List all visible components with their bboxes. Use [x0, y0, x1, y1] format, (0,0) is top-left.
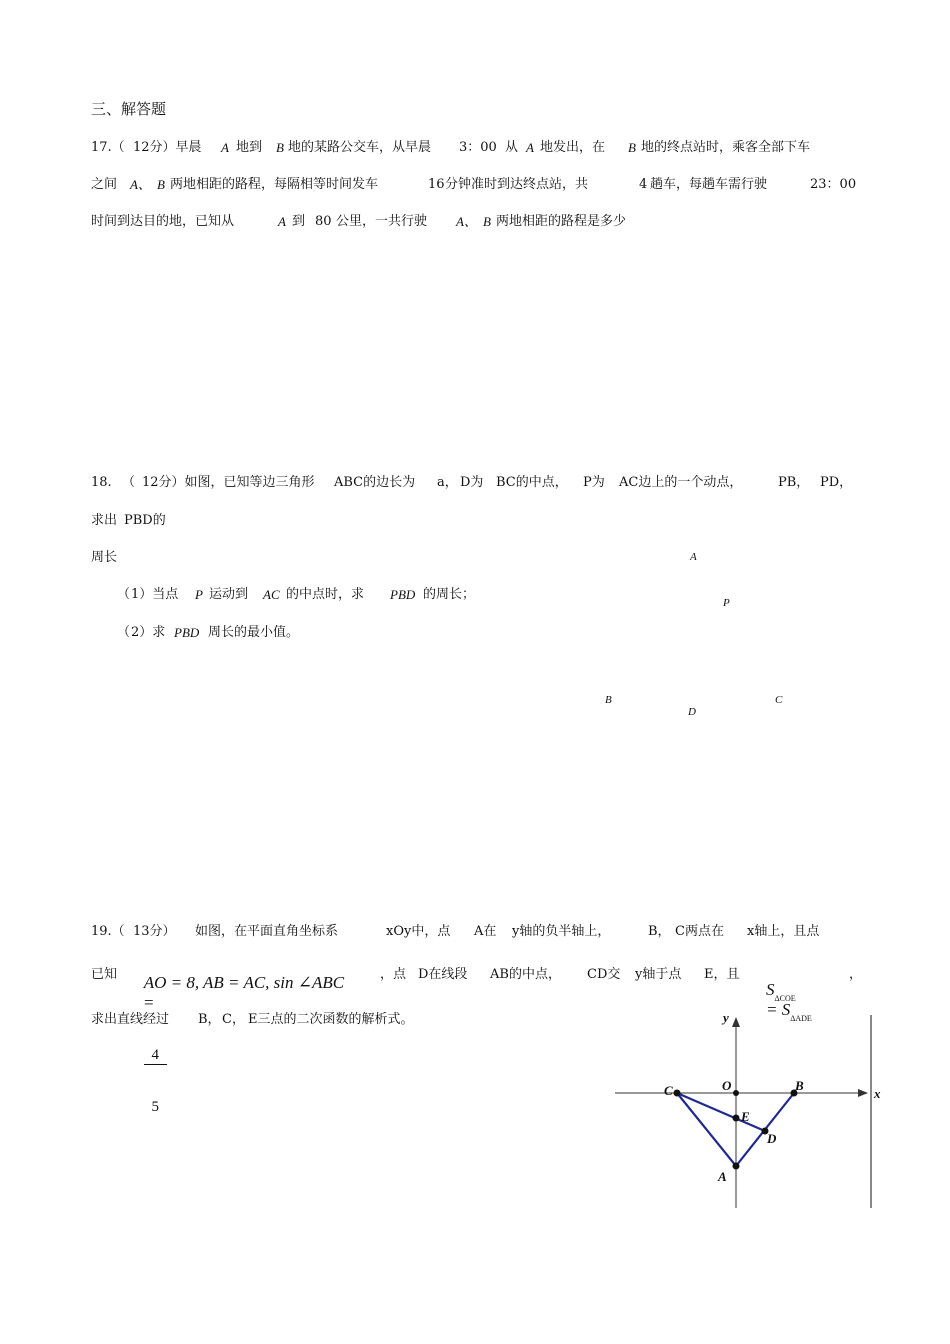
- point-label-C: C: [664, 1083, 673, 1098]
- axis-label-y: y: [723, 1010, 729, 1025]
- q19-text: AB的中点，: [490, 967, 561, 982]
- q18-text: 18.: [91, 475, 112, 490]
- q19-text: y轴于点: [635, 967, 682, 982]
- equation-left: AO = 8, AB = AC, sin ∠AB: [143, 973, 333, 992]
- point-label-A: A: [718, 1169, 727, 1184]
- q18-text: （: [122, 475, 136, 490]
- q18-part-1: 1）当点: [131, 587, 179, 602]
- q19-text: E，且: [704, 967, 740, 982]
- q18-part-2: 2）求: [131, 625, 166, 640]
- q17-var: A、: [456, 214, 477, 229]
- q19-text: 如图，在平面直角坐标系: [195, 924, 339, 939]
- segment-CA: [677, 1093, 736, 1166]
- q19-text: 已知: [91, 967, 118, 982]
- q19-text: ，点: [380, 967, 407, 982]
- q18-text: P为: [583, 475, 605, 490]
- point-label-D: D: [767, 1131, 777, 1146]
- point-label-E: E: [741, 1109, 750, 1124]
- q17-text: 分钟准时到达终点站，共: [445, 177, 589, 192]
- q17-text: 23：00: [810, 177, 857, 192]
- q19-text: B，: [198, 1012, 221, 1027]
- q17-var: A: [221, 140, 229, 155]
- q18-text: AC边上的一个动点，: [619, 475, 743, 490]
- point-O: [733, 1090, 739, 1096]
- q17-var: B: [628, 140, 636, 155]
- q17-text: 80: [315, 214, 332, 229]
- q19-text: y轴的负半轴上，: [512, 924, 611, 939]
- q17-text: 之间: [91, 177, 118, 192]
- q17-text: 地的终点站时，乘客全部下车: [641, 140, 811, 155]
- point-label-B: B: [605, 694, 612, 706]
- q17-var: A: [526, 140, 534, 155]
- q19-text: x轴上，且点: [747, 924, 820, 939]
- q17-var: B: [483, 214, 491, 229]
- q19-text: xOy中，点: [386, 924, 451, 939]
- q17-text: 17.（: [91, 140, 125, 155]
- q19-text: C，: [222, 1012, 245, 1027]
- q17-text: 12分）早晨: [133, 140, 202, 155]
- q17-text: 时间到达目的地，已知从: [91, 214, 235, 229]
- q17-var: A、: [130, 177, 151, 192]
- q17-var: A: [278, 214, 286, 229]
- y-axis-arrow: [732, 1017, 740, 1027]
- q17-var: B: [276, 140, 284, 155]
- point-A: [733, 1163, 740, 1170]
- q19-text: A在: [474, 924, 497, 939]
- point-C: [674, 1090, 681, 1097]
- q17-text: 公里，一共行驶: [336, 214, 428, 229]
- q18-var: PBD: [174, 625, 200, 640]
- q18-text: D为: [460, 475, 484, 490]
- q17-text: 16: [428, 177, 445, 192]
- segment-CD: [677, 1093, 765, 1131]
- q18-text: 求出: [91, 513, 118, 528]
- q18-text: 周长: [91, 550, 118, 565]
- q19-text: CD交: [587, 967, 621, 982]
- q19-text: D在线段: [418, 967, 468, 982]
- q18-text: PBD的: [124, 513, 166, 528]
- q17-text: 地的某路公交车，从早晨: [288, 140, 432, 155]
- q18-text: 12分）如图，已知等边三角形: [142, 475, 315, 490]
- equation-c: C: [332, 973, 345, 992]
- point-E: [733, 1115, 740, 1122]
- q19-text: E三点的二次函数的解析式。: [248, 1012, 414, 1027]
- q17-text: 到: [292, 214, 306, 229]
- fraction-denominator: 5: [151, 1099, 159, 1115]
- q18-part-1: （: [117, 587, 131, 602]
- point-label-A: A: [690, 551, 697, 563]
- q17-text: 趟车，每趟车需行驶: [650, 177, 768, 192]
- q19-text: 求出直线经过: [91, 1012, 170, 1027]
- point-label-D: D: [688, 706, 696, 718]
- q18-text: ABC的边长为: [334, 475, 416, 490]
- q17-var: B: [157, 177, 165, 192]
- fraction-numerator: 4: [144, 1047, 167, 1065]
- point-label-P: P: [723, 597, 730, 609]
- q18-text: PB，: [778, 475, 810, 490]
- equation-equals: =: [144, 993, 154, 1012]
- q19-text: 13分）: [133, 924, 176, 939]
- q18-var: PBD: [390, 587, 416, 602]
- q18-text: a，: [437, 475, 458, 490]
- q19-text: ，: [849, 967, 863, 982]
- area-sub2: ΔADE: [790, 1014, 812, 1023]
- q17-text: 地发出，在: [540, 140, 606, 155]
- q18-text: PD，: [820, 475, 853, 490]
- q17-text: 两地相距的路程，每隔相等时间发车: [170, 177, 379, 192]
- q18-part-2: （: [117, 625, 131, 640]
- q17-text: 4: [639, 177, 648, 192]
- point-label-C: C: [775, 694, 783, 706]
- q18-part-2: 周长的最小值。: [208, 625, 300, 640]
- section-title: 三、解答题: [91, 100, 167, 118]
- area-sub1: ΔCOE: [774, 994, 796, 1003]
- q19-text: 19.（: [91, 924, 125, 939]
- axis-label-x: x: [874, 1086, 881, 1101]
- q18-var: AC: [263, 587, 280, 602]
- q19-text: C两点在: [675, 924, 724, 939]
- area-s1: S: [766, 980, 775, 999]
- q18-text: BC的中点，: [496, 475, 568, 490]
- q18-var: P: [195, 587, 203, 602]
- q17-text: 从: [505, 140, 519, 155]
- x-axis-arrow: [858, 1089, 868, 1097]
- q19-text: B，: [648, 924, 671, 939]
- q18-part-1: 运动到: [209, 587, 249, 602]
- q17-text: 两地相距的路程是多少: [496, 214, 627, 229]
- point-label-B: B: [795, 1078, 804, 1093]
- area-eq: = S: [766, 1000, 791, 1019]
- q17-text: 地到: [236, 140, 263, 155]
- q18-part-1: 的周长；: [423, 587, 476, 602]
- q17-text: 3：00: [459, 140, 497, 155]
- point-label-O: O: [722, 1078, 732, 1093]
- q18-part-1: 的中点时，求: [286, 587, 365, 602]
